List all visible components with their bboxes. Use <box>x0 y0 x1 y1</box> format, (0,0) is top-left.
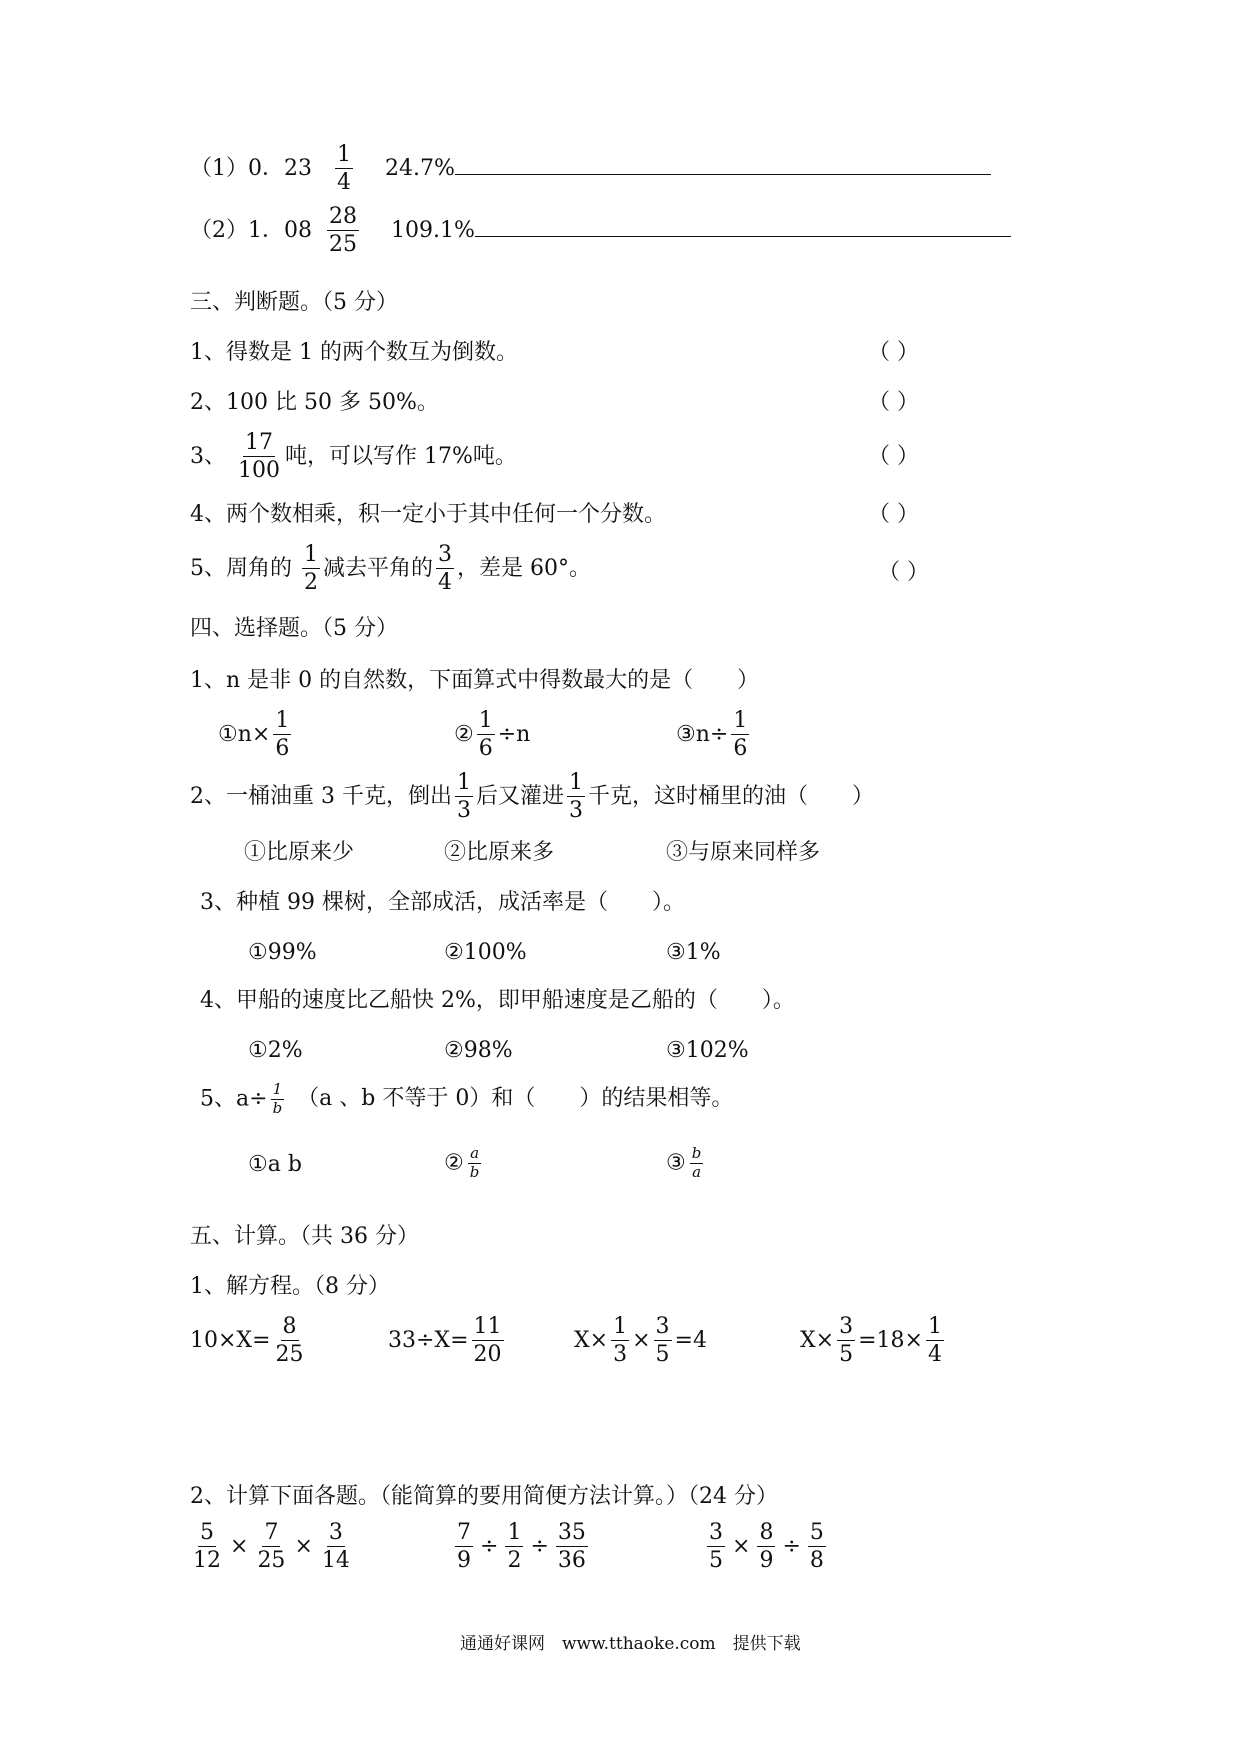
judge-item-2: 2、100 比 50 多 50%。 <box>190 390 439 415</box>
fraction: $\frac{7}{25}$ <box>257 1520 286 1574</box>
answer-line[interactable] <box>455 173 991 175</box>
section-heading-judge: 三、判断题。（5 分） <box>190 290 398 315</box>
fraction: $\frac{5}{12}$ <box>193 1520 221 1574</box>
choice-q2-option-2[interactable]: ②比原来多 <box>444 840 555 865</box>
computation-heading: 2、计算下面各题。（能简算的要用简便方法计算。）（24 分） <box>190 1484 778 1509</box>
choice-q2: 2、一桶油重 3 千克，倒出 $\frac{1}{3}$ 后又灌进 $\frac{1}{3}$ 千克，这时桶里的油（ ） <box>190 770 875 824</box>
equation-2: 33÷X= $\frac{11}{20}$ <box>388 1314 502 1368</box>
fraction: $\frac{17}{100}$ <box>238 430 280 484</box>
fraction: $\frac{1}{6}$ <box>478 708 493 762</box>
fraction: $\frac{1}{4}$ <box>337 142 351 196</box>
fraction: $\frac{1}{b}$ <box>272 1080 283 1117</box>
choice-q5-option-2[interactable]: ② $\frac{a}{b}$ <box>444 1144 480 1181</box>
page-footer: 通通好课网 www.tthaoke.com 提供下载 <box>460 1634 801 1654</box>
answer-line[interactable] <box>475 235 1011 237</box>
answer-paren[interactable]: （ ） <box>868 444 919 469</box>
fraction: $\frac{8}{25}$ <box>275 1314 304 1368</box>
fraction: $\frac{5}{8}$ <box>809 1520 824 1574</box>
fraction: $\frac{1}{2}$ <box>507 1520 522 1574</box>
choice-q4-option-1[interactable]: ①2% <box>248 1038 303 1063</box>
compare-row-1 <box>190 142 991 196</box>
fraction: $\frac{8}{9}$ <box>759 1520 774 1574</box>
choice-q3-option-1[interactable]: ①99% <box>248 940 317 965</box>
equation-1: 10×X= $\frac{8}{25}$ <box>190 1314 304 1368</box>
computation-2: $\frac{7}{9}$ ÷ $\frac{1}{2}$ ÷ $\frac{35}{36}$ <box>457 1520 586 1574</box>
choice-q3-option-2[interactable]: ②100% <box>444 940 527 965</box>
choice-q1-option-1[interactable]: ①n× $\frac{1}{6}$ <box>218 708 290 762</box>
choice-q3: 3、种植 99 棵树，全部成活，成活率是（ ）。 <box>200 890 685 915</box>
choice-q2-option-1[interactable]: ①比原来少 <box>244 840 355 865</box>
choice-q5-option-3[interactable]: ③ $\frac{b}{a}$ <box>666 1144 702 1181</box>
choice-q5-option-1[interactable]: ①a b <box>248 1152 302 1177</box>
fraction: $\frac{7}{9}$ <box>457 1520 471 1574</box>
compare-label: （1）0．23 <box>190 155 312 181</box>
equation-3: X× $\frac{1}{3}$ × $\frac{3}{5}$ =4 <box>574 1314 707 1368</box>
choice-q1-option-3[interactable]: ③n÷ $\frac{1}{6}$ <box>676 708 748 762</box>
fraction: $\frac{1}{6}$ <box>733 708 748 762</box>
answer-paren[interactable]: （ ） <box>878 560 929 585</box>
computation-3: $\frac{3}{5}$ × $\frac{8}{9}$ ÷ $\frac{5}{8}$ <box>709 1520 824 1574</box>
fraction: $\frac{1}{3}$ <box>456 770 471 824</box>
compare-row-2 <box>190 204 1011 258</box>
compare-percent: 24.7% <box>385 155 455 181</box>
fraction: $\frac{a}{b}$ <box>469 1144 480 1181</box>
choice-q4-option-3[interactable]: ③102% <box>666 1038 749 1063</box>
equation-heading: 1、解方程。（8 分） <box>190 1274 390 1299</box>
fraction: $\frac{1}{6}$ <box>275 708 290 762</box>
judge-item-4: 4、两个数相乘，积一定小于其中任何一个分数。 <box>190 502 666 527</box>
fraction: $\frac{1}{4}$ <box>927 1314 942 1368</box>
fraction: $\frac{3}{14}$ <box>321 1520 350 1574</box>
fraction: $\frac{3}{5}$ <box>839 1314 854 1368</box>
fraction: $\frac{1}{2}$ <box>304 542 318 596</box>
choice-q3-option-3[interactable]: ③1% <box>666 940 721 965</box>
fraction: $\frac{3}{4}$ <box>438 542 453 596</box>
fraction: $\frac{28}{25}$ <box>329 204 357 258</box>
choice-q5: 5、a÷ $\frac{1}{b}$ （a 、b 不等于 0）和（ ）的结果相等。 <box>200 1080 734 1117</box>
answer-paren[interactable]: （ ） <box>868 340 919 365</box>
choice-q1: 1、n 是非 0 的自然数，下面算式中得数最大的是（ ） <box>190 668 760 693</box>
choice-q1-option-2[interactable]: ② $\frac{1}{6}$ ÷n <box>454 708 531 762</box>
computation-1: $\frac{5}{12}$ × $\frac{7}{25}$ × $\frac{3}{14}$ <box>193 1520 350 1574</box>
fraction: $\frac{35}{36}$ <box>557 1520 586 1574</box>
choice-q2-option-3[interactable]: ③与原来同样多 <box>666 840 821 865</box>
fraction: $\frac{3}{5}$ <box>709 1520 723 1574</box>
judge-item-5: 5、周角的 $\frac{1}{2}$ 减去平角的 $\frac{3}{4}$ ，差是 60°。 <box>190 542 592 596</box>
compare-percent: 109.1% <box>391 217 475 243</box>
choice-q4-option-2[interactable]: ②98% <box>444 1038 513 1063</box>
fraction: $\frac{11}{20}$ <box>473 1314 502 1368</box>
answer-paren[interactable]: （ ） <box>868 390 919 415</box>
compare-label: （2）1．08 <box>190 217 312 243</box>
section-heading-choice: 四、选择题。（5 分） <box>190 616 398 641</box>
judge-item-3: 3、 $\frac{17}{100}$ 吨，可以写作 17%吨。 <box>190 430 517 484</box>
fraction: $\frac{1}{3}$ <box>613 1314 628 1368</box>
fraction: $\frac{3}{5}$ <box>655 1314 670 1368</box>
fraction: $\frac{b}{a}$ <box>691 1144 702 1181</box>
fraction: $\frac{1}{3}$ <box>569 770 583 824</box>
answer-paren[interactable]: （ ） <box>868 502 919 527</box>
choice-q4: 4、甲船的速度比乙船快 2%，即甲船速度是乙船的（ ）。 <box>200 988 795 1013</box>
section-heading-calc: 五、计算。（共 36 分） <box>190 1224 419 1249</box>
judge-item-1: 1、得数是 1 的两个数互为倒数。 <box>190 340 518 365</box>
equation-4: X× $\frac{3}{5}$ =18× $\frac{1}{4}$ <box>800 1314 942 1368</box>
